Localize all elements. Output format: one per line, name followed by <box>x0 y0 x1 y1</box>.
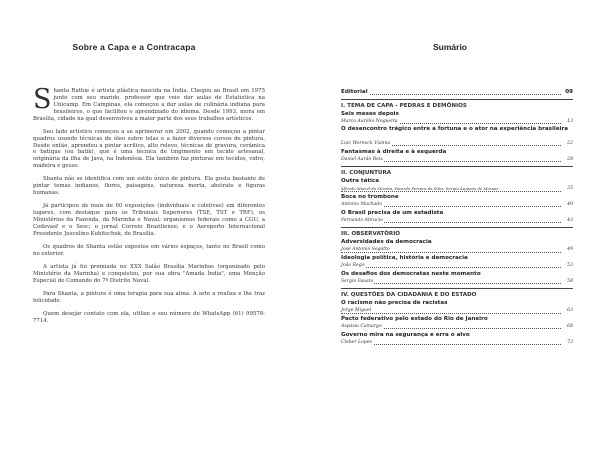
section-title: I. TEMA DE CAPA - PEDRAS E DEMÔNIOS <box>341 102 467 109</box>
toc-article[interactable] <box>341 238 573 246</box>
section-rule <box>341 227 573 228</box>
toc-entry-title: O racismo não precisa de racistas <box>341 300 448 307</box>
dropcap: S <box>33 84 52 115</box>
table-of-contents <box>341 88 573 346</box>
toc-author-name: Marco Aurélio Nogueira <box>341 119 398 125</box>
toc-author <box>341 217 573 225</box>
paragraph-7: Para Shanta, a pintura é uma terapia para sua alma. A arte a realiza e lhe traz felicidade. <box>33 290 265 304</box>
toc-author-name: Daniel Aarão Reis <box>341 156 383 162</box>
toc-author-name: Antonio Machado <box>341 202 382 208</box>
toc-entry-title: O Brasil precisa de um estadista <box>341 209 444 216</box>
toc-author-name: Fernando Abrucio <box>341 217 383 223</box>
toc-entry-title: Fantasmas à direita e à esquerda <box>341 148 447 155</box>
toc-page-number: 43 <box>567 217 573 223</box>
toc-article[interactable] <box>341 177 573 185</box>
toc-entry-title: Os desafios dos democratas neste momento <box>341 270 481 277</box>
toc-page-number: 63 <box>567 308 573 314</box>
toc-article[interactable] <box>341 209 573 217</box>
section-rule <box>341 99 573 100</box>
toc-author <box>341 246 573 254</box>
toc-author <box>341 156 573 164</box>
toc-author <box>341 339 573 347</box>
toc-page-number: 68 <box>567 324 573 330</box>
toc-article[interactable] <box>341 270 573 278</box>
toc-page-number: 53 <box>567 263 573 269</box>
toc-article[interactable] <box>341 254 573 262</box>
toc-author <box>341 262 573 270</box>
paragraph-6: A artista já foi premiada no XXX Salão Brasília Marinhas (organizado pelo Ministério da Marinha) e conquistou, por sua obra "Amada Índia", uma Menção Especial do Comando do 7º Distrito Naval. <box>33 263 265 284</box>
toc-entry-title: Pacto federativo pelo estado do Rio de Janeiro <box>341 315 488 322</box>
paragraph-2: Seu lado artístico começou a se aprimorar em 2002, quando começou a pintar quadros usando técnicas de óleo sobre telas e a fazer diversos cursos de pintura. Desde então, aprendeu a pintar acrílico, alto relevo, técnicas de gravura, cerâmica e batique (ou batik), que é uma técnica de tingimento em tecido artesanal, originária da ilha de Java, na Indonésia. Ela também faz pinturas em tecidos, vidro, madeira e gesso. <box>33 128 265 170</box>
left-page-title: Sobre a Capa e a Contracapa <box>72 42 196 52</box>
section-rule <box>341 288 573 289</box>
paragraph-5: Os quadros de Shanta estão expostos em vários espaços, tanto no Brasil como no exterior. <box>33 243 265 257</box>
toc-entry-title: Boca no trombone <box>341 193 399 200</box>
toc-article[interactable] <box>341 126 573 141</box>
toc-article[interactable] <box>341 110 573 118</box>
section-title: IV. QUESTÕES DA CIDADANIA E DO ESTADO <box>341 292 477 299</box>
toc-article[interactable] <box>341 331 573 339</box>
toc-section-3 <box>341 227 573 285</box>
toc-page-number: 35 <box>567 186 573 192</box>
toc-author <box>341 323 573 331</box>
toc-editorial[interactable] <box>341 88 573 96</box>
section-title: II. CONJUNTURA <box>341 170 392 177</box>
toc-article[interactable] <box>341 315 573 323</box>
toc-author-name: Cleber Lopes <box>341 339 372 345</box>
toc-page-number: 09 <box>565 89 573 95</box>
paragraph-3: Shanta não se identifica com um estilo único de pintura. Ela gosta bastante de pintar temas indianos, flores, paisagens, natureza morta, abstrato e figuras humanas. <box>33 176 265 197</box>
toc-entry-title: Outra tática <box>341 178 380 185</box>
toc-page-number: 73 <box>567 339 573 345</box>
section-title: III. OBSERVATÓRIO <box>341 231 401 238</box>
paragraph-1-text: hanta Rathie é artista plástica nascida na Índia. Chegou ao Brasil em 1975 junto com seu marido, professor que veio dar aulas de Estatística na Unicamp. Em Campinas, ela começou a dar aulas de culinária indiana para brasileiros, o que facilitou o aprendizado do idioma. Desde 1993, mora em Brasília, cidade na qual desenvolveu a maior parte dos seus trabalhos artísticos. <box>33 88 265 122</box>
toc-author-name: João Rego <box>341 263 365 269</box>
toc-author <box>341 140 573 148</box>
toc-author-name: José Antonio Segatto <box>341 247 390 253</box>
toc-page-number: 40 <box>567 202 573 208</box>
toc-author-name: Luiz Werneck Vianna <box>341 141 391 147</box>
paragraph-4: Já participou de mais de 60 exposições (individuais e coletivas) em diferentes lugares, com destaque para os Tribunais Superiores (TSE, TST e TRF), os Ministérios da Fazenda, da Marinha e Naval; organismos federais como a CGU, a Codevasf e o Sesc; o jornal Correio Braziliense; e o Aeroporto Internacional Presidente Juscelino Kubitschek, de Brasília. <box>33 203 265 237</box>
toc-author-name: Sergio Fausto <box>341 278 374 284</box>
toc-page-number: 22 <box>567 141 573 147</box>
right-page <box>300 0 600 453</box>
toc-entry-title: Governo mira na segurança e erra o alvo <box>341 331 470 338</box>
toc-page-number: 28 <box>567 156 573 162</box>
toc-page-number: 13 <box>567 119 573 125</box>
toc-article[interactable] <box>341 193 573 201</box>
toc-author <box>341 118 573 126</box>
toc-author <box>341 307 573 315</box>
toc-article[interactable] <box>341 299 573 307</box>
toc-author <box>341 278 573 286</box>
toc-section-4 <box>341 288 573 346</box>
section-rule <box>341 166 573 167</box>
toc-author <box>341 201 573 209</box>
toc-page-number: 49 <box>567 247 573 253</box>
toc-section-2 <box>341 166 573 224</box>
toc-entry-title: Ideologia política, história e democracia <box>341 254 468 261</box>
toc-section-1 <box>341 99 573 163</box>
toc-author-name: Jorge Miguel <box>341 308 372 314</box>
paragraph-8: Quem desejar contato com ela, utilize o seu número de WhatsApp (61) 99578-7714. <box>33 310 265 324</box>
toc-author-name: Aspásia Camargo <box>341 324 382 330</box>
paragraph-1 <box>33 84 265 123</box>
toc-entry-title: Seis meses depois <box>341 110 399 117</box>
left-page-body <box>33 84 265 331</box>
toc-author-name: Alfredo Maciel da Silveira, Ricardo Ferraro da Silva, Sergio Augusto de Moraes <box>341 186 499 192</box>
toc-article[interactable] <box>341 148 573 156</box>
toc-author <box>341 185 573 193</box>
toc-entry-title: Editorial <box>341 89 368 95</box>
toc-title: Sumário <box>432 42 467 52</box>
toc-page-number: 58 <box>567 278 573 284</box>
toc-entry-title: Adversidades da democracia <box>341 239 432 246</box>
toc-entry-title: O desencontro trágico entre a fortuna e o ator na experiência brasileira <box>341 125 569 132</box>
